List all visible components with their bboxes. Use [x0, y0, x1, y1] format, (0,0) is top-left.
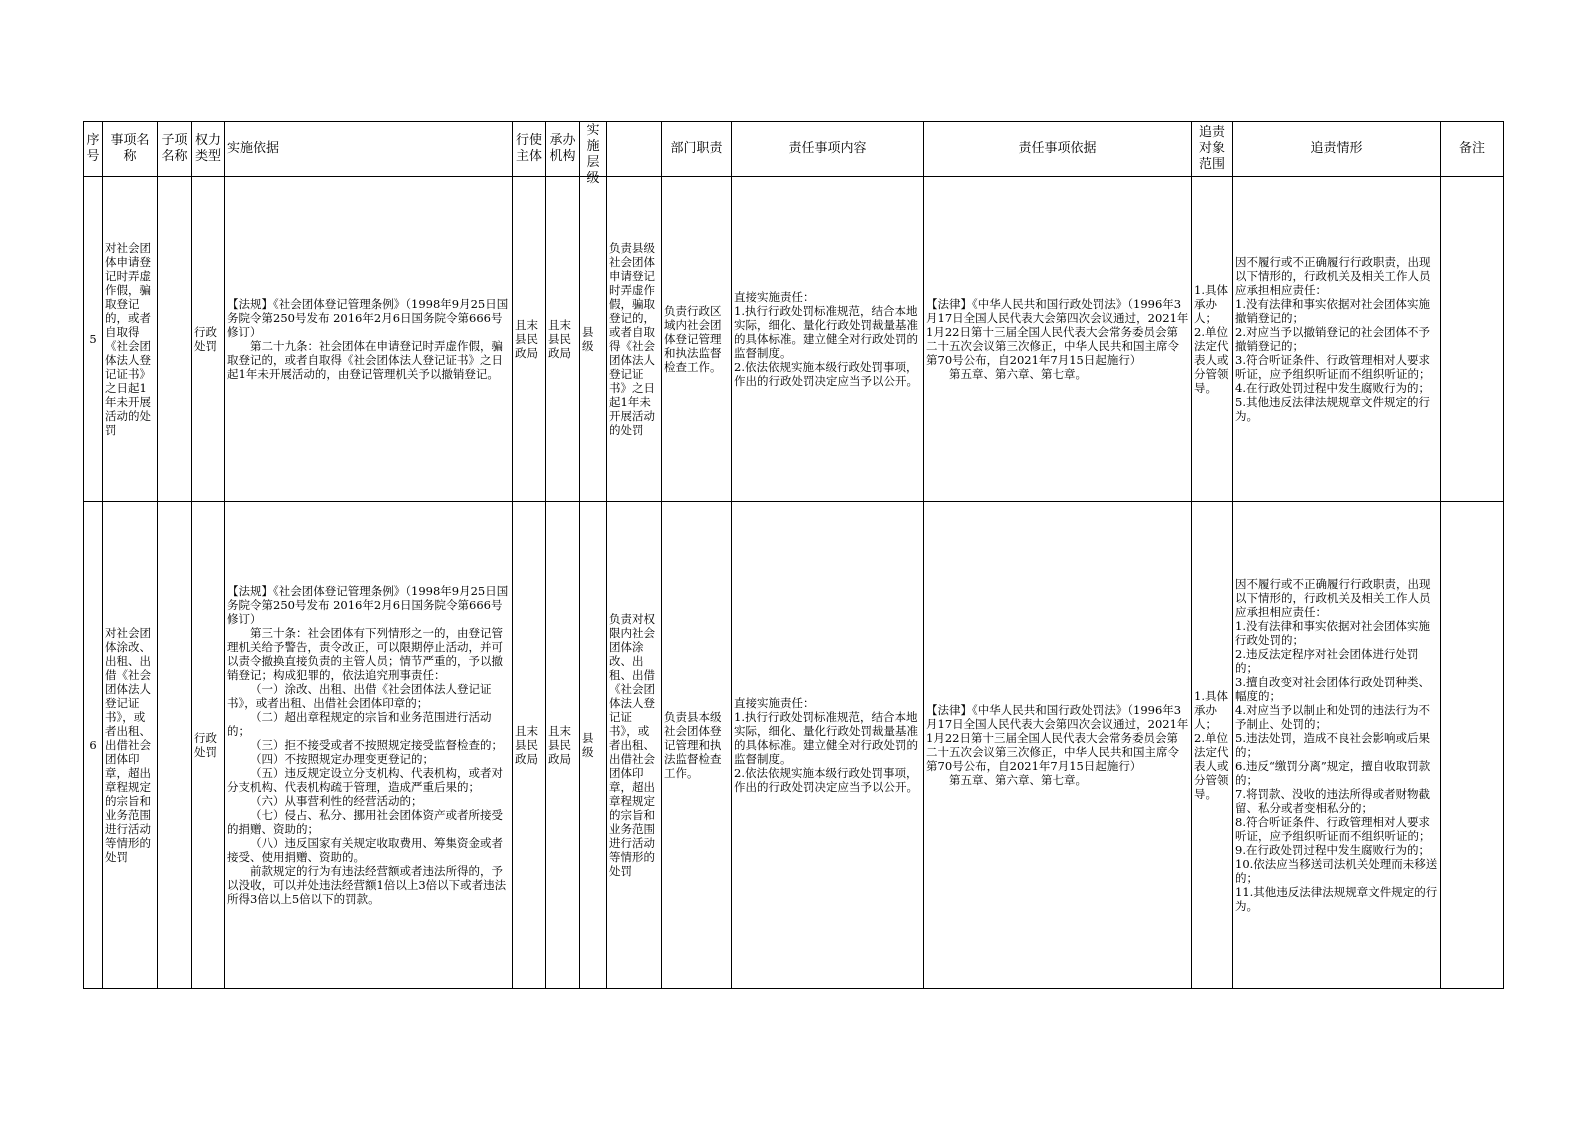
resp-content-cell — [732, 177, 924, 502]
header-item-name: 事项名称 — [103, 122, 158, 177]
header-basis: 实施依据 — [225, 122, 513, 177]
resp-basis-cell — [924, 502, 1192, 989]
scope-desc-cell: 负责县级社会团体申请登记时弄虚作假，骗取登记的，或者自取得《社会团体法人登记证书》之日起1年未开展活动的处罚 — [607, 177, 662, 502]
header-remark: 备注 — [1441, 122, 1504, 177]
resp-basis-line: 【法律】《中华人民共和国行政处罚法》（1996年3月17日全国人民代表大会第四次会议通过，2021年1月22日第十三届全国人民代表大会常务委员会第二十五次会议第三次修正，中华人民共和国主席令第70号公布，自2021年7月15日起施行） — [926, 703, 1189, 773]
scope-line: 1.具体承办人； — [1194, 283, 1228, 325]
header-level: 实施层级 — [586, 123, 600, 186]
remark-cell — [1441, 177, 1504, 502]
situation-line: 6.违反“缴罚分离”规定，擅自收取罚款的； — [1235, 759, 1431, 787]
header-resp-basis: 责任事项依据 — [924, 122, 1192, 177]
header-seq: 序号 — [84, 122, 103, 177]
dept-duty-cell: 负责行政区域内社会团体登记管理和执法监督检查工作。 — [662, 177, 732, 502]
situation-line: 因不履行或不正确履行行政职责，出现以下情形的，行政机关及相关工作人员应承担相应责任： — [1235, 577, 1431, 619]
basis-line: （六）从事营利性的经营活动的； — [250, 794, 423, 808]
resp-content-line: 1.执行行政处罚标准规范，结合本地实际，细化、量化行政处罚裁量基准的具体标准。建立健全对行政处罚的监督制度。 — [734, 710, 918, 766]
scope-cell — [1192, 177, 1233, 502]
resp-content-line: 直接实施责任： — [734, 696, 815, 710]
header-power-type: 权力类型 — [192, 122, 225, 177]
basis-line: 第三十条：社会团体有下列情形之一的，由登记管理机关给予警告，责令改正，可以限期停止活动，并可以责令撤换直接负责的主管人员；情节严重的，予以撤销登记；构成犯罪的，依法追究刑事责任： — [227, 626, 503, 682]
agency-cell: 且末县民政局 — [546, 177, 580, 502]
resp-content-line: 1.执行行政处罚标准规范，结合本地实际，细化、量化行政处罚裁量基准的具体标准。建立健全对行政处罚的监督制度。 — [734, 304, 918, 360]
situation-line: 2.对应当予以撤销登记的社会团体不予撤销登记的； — [1235, 325, 1430, 353]
item-name-cell: 对社会团体申请登记时弄虚作假，骗取登记的，或者自取得《社会团体法人登记证书》之日起1年未开展活动的处罚 — [103, 177, 158, 502]
table-row — [84, 502, 1504, 989]
resp-content-line: 2.依法依规实施本级行政处罚事项，作出的行政处罚决定应当予以公开。 — [734, 766, 918, 794]
header-sub-name: 子项名称 — [158, 122, 192, 177]
header-scope: 追责对象范围 — [1192, 122, 1233, 177]
basis-line: 【法规】《社会团体登记管理条例》（1998年9月25日国务院令第250号发布 2016年2月6日国务院令第666号修订） — [227, 584, 509, 626]
header-agency: 承办机构 — [546, 122, 580, 177]
sub-name-cell — [158, 502, 192, 989]
basis-cell — [225, 177, 513, 502]
header-row — [84, 122, 1504, 177]
header-blank — [607, 122, 662, 177]
header-resp-content: 责任事项内容 — [732, 122, 924, 177]
resp-content-cell — [732, 502, 924, 989]
remark-cell — [1441, 502, 1504, 989]
situation-line: 7.将罚款、没收的违法所得或者财物截留、私分或者变相私分的； — [1235, 787, 1430, 815]
situations-cell — [1233, 502, 1441, 989]
situation-line: 因不履行或不正确履行行政职责，出现以下情形的，行政机关及相关工作人员应承担相应责任： — [1235, 255, 1431, 297]
basis-line: （一）涂改、出租、出借《社会团体法人登记证书》，或者出租、出借社会团体印章的； — [227, 682, 492, 710]
situation-line: 5.其他违反法律法规规章文件规定的行为。 — [1235, 395, 1430, 423]
seq-cell: 6 — [84, 502, 103, 989]
situation-line: 1.没有法律和事实依据对社会团体实施撤销登记的； — [1235, 297, 1430, 325]
scope-cell — [1192, 502, 1233, 989]
level-cell: 县级 — [580, 177, 607, 502]
dept-duty-cell: 负责县本级社会团体登记管理和执法监督检查工作。 — [662, 502, 732, 989]
header-situations: 追责情形 — [1233, 122, 1441, 177]
power-list-table — [83, 121, 1504, 989]
item-name-cell: 对社会团体涂改、出租、出借《社会团体法人登记证书》，或者出租、出借社会团体印章，超出章程规定的宗旨和业务范围进行活动等情形的处罚 — [103, 502, 158, 989]
basis-line: （五）违反规定设立分支机构、代表机构，或者对分支机构、代表机构疏于管理，造成严重后果的； — [227, 766, 503, 794]
scope-line: 2.单位法定代表人或分管领导。 — [1194, 325, 1229, 395]
seq-cell: 5 — [84, 177, 103, 502]
basis-line: （八）违反国家有关规定收取费用、筹集资金或者接受、使用捐赠、资助的。 — [227, 836, 503, 864]
situation-line: 3.擅自改变对社会团体行政处罚种类、幅度的； — [1235, 675, 1430, 703]
power-type-cell: 行政处罚 — [192, 502, 225, 989]
situation-line: 4.对应当予以制止和处罚的违法行为不予制止、处罚的； — [1235, 703, 1430, 731]
header-level-cell — [580, 122, 607, 186]
basis-cell — [225, 502, 513, 989]
situation-line: 9.在行政处罚过程中发生腐败行为的； — [1235, 843, 1430, 857]
situation-line: 5.违法处罚，造成不良社会影响或后果的； — [1235, 731, 1430, 759]
power-type-cell: 行政处罚 — [192, 177, 225, 502]
subject-cell: 且末县民政局 — [513, 502, 546, 989]
header-subject: 行使主体 — [513, 122, 546, 177]
basis-line: 前款规定的行为有违法经营额或者违法所得的，予以没收，可以并处违法经营额1倍以上3倍以下或者违法所得3倍以上5倍以下的罚款。 — [227, 864, 507, 906]
scope-desc-cell: 负责对权限内社会团体涂改、出租、出借《社会团体法人登记证书》，或者出租、出借社会团体印章，超出章程规定的宗旨和业务范围进行活动等情形的处罚 — [607, 502, 662, 989]
resp-content-line: 直接实施责任： — [734, 290, 815, 304]
level-cell: 县级 — [580, 502, 607, 989]
situation-line: 10.依法应当移送司法机关处理而未移送的； — [1235, 857, 1438, 885]
basis-line: 【法规】《社会团体登记管理条例》（1998年9月25日国务院令第250号发布 2016年2月6日国务院令第666号修订） — [227, 297, 509, 339]
resp-basis-line: 第五章、第六章、第七章。 — [949, 773, 1087, 787]
sub-name-cell — [158, 177, 192, 502]
situation-line: 3.符合听证条件、行政管理相对人要求听证，应予组织听证而不组织听证的； — [1235, 353, 1431, 381]
resp-content-line: 2.依法依规实施本级行政处罚事项，作出的行政处罚决定应当予以公开。 — [734, 360, 918, 388]
agency-cell: 且末县民政局 — [546, 502, 580, 989]
basis-line: （七）侵占、私分、挪用社会团体资产或者所接受的捐赠、资助的； — [227, 808, 503, 836]
table-row — [84, 177, 1504, 502]
scope-line: 1.具体承办人； — [1194, 689, 1228, 731]
resp-basis-line: 【法律】《中华人民共和国行政处罚法》（1996年3月17日全国人民代表大会第四次会议通过，2021年1月22日第十三届全国人民代表大会常务委员会第二十五次会议第三次修正，中华人民共和国主席令第70号公布，自2021年7月15日起施行） — [926, 297, 1189, 367]
resp-basis-cell — [924, 177, 1192, 502]
scope-line: 2.单位法定代表人或分管领导。 — [1194, 731, 1229, 801]
situation-line: 1.没有法律和事实依据对社会团体实施行政处罚的； — [1235, 619, 1430, 647]
situation-line: 2.违反法定程序对社会团体进行处罚的； — [1235, 647, 1419, 675]
basis-line: （二）超出章程规定的宗旨和业务范围进行活动的； — [227, 710, 492, 738]
subject-cell: 且末县民政局 — [513, 177, 546, 502]
basis-line: （三）拒不接受或者不按照规定接受监督检查的； — [250, 738, 503, 752]
situations-cell — [1233, 177, 1441, 502]
basis-line: 第二十九条：社会团体在申请登记时弄虚作假，骗取登记的，或者自取得《社会团体法人登记证书》之日起1年未开展活动的，由登记管理机关予以撤销登记。 — [227, 339, 503, 381]
basis-line: （四）不按照规定办理变更登记的； — [250, 752, 434, 766]
situation-line: 8.符合听证条件、行政管理相对人要求听证，应予组织听证而不组织听证的； — [1235, 815, 1431, 843]
header-dept-duty: 部门职责 — [662, 122, 732, 177]
resp-basis-line: 第五章、第六章、第七章。 — [949, 367, 1087, 381]
situation-line: 4.在行政处罚过程中发生腐败行为的； — [1235, 381, 1430, 395]
situation-line: 11.其他违反法律法规规章文件规定的行为。 — [1235, 885, 1438, 913]
